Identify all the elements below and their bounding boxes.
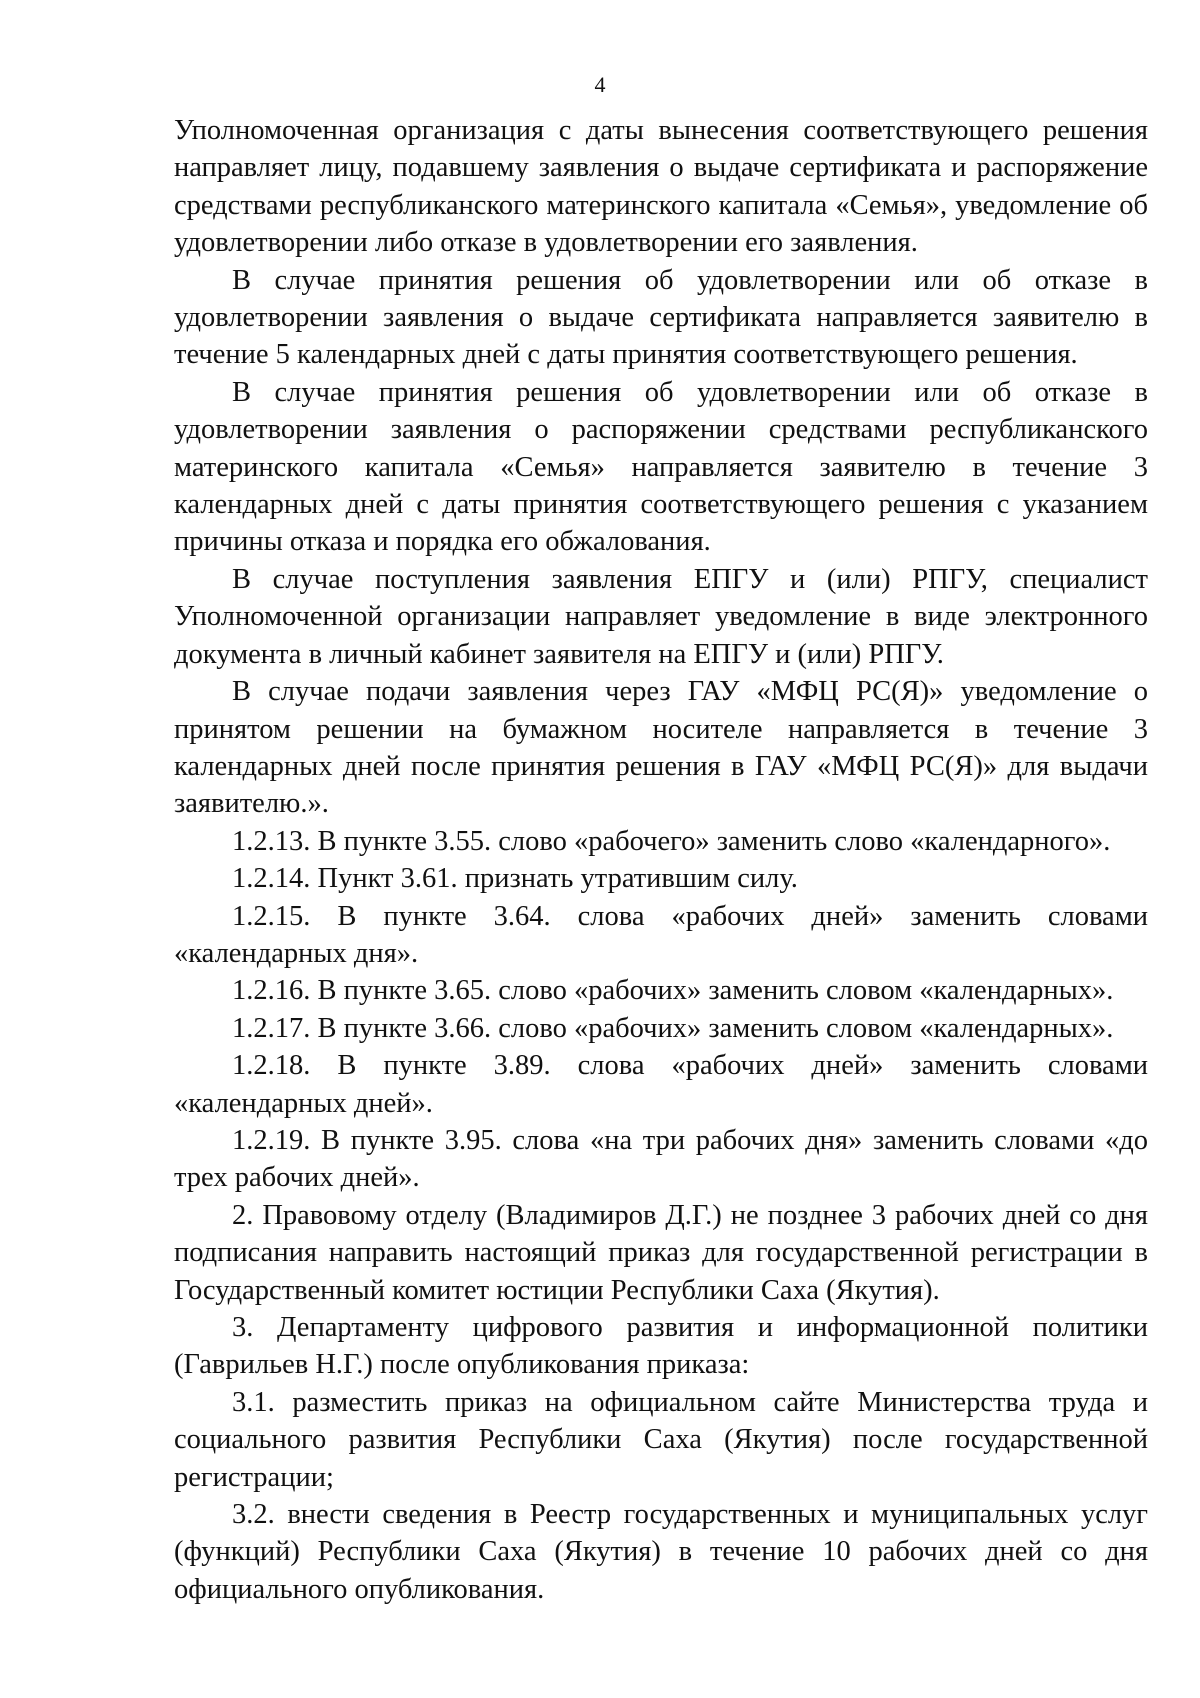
paragraph: 1.2.13. В пункте 3.55. слово «рабочего» заменить слово «календарного». <box>232 825 1111 857</box>
paragraph: 1.2.18. В пункте 3.89. слова «рабочих дней» заменить словами «календарных дней». <box>174 1050 1148 1119</box>
page-number: 4 <box>594 72 606 97</box>
paragraph: 1.2.16. В пункте 3.65. слово «рабочих» заменить словом «календарных». <box>232 975 1114 1007</box>
paragraph: 3.1. разместить приказ на официальном сайте Министерства труда и социального развития Республики Саха (Якутия) после государственной регистрации; <box>174 1386 1148 1493</box>
paragraph: В случае поступления заявления ЕПГУ и (или) РПГУ, специалист Уполномоченной организации направляет уведомление в виде электронного документа в личный кабинет заявителя на ЕПГУ и (или) РПГУ. <box>174 563 1148 670</box>
paragraph: 1.2.17. В пункте 3.66. слово «рабочих» заменить словом «календарных». <box>232 1012 1114 1044</box>
paragraph: 1.2.14. Пункт 3.61. признать утратившим силу. <box>232 863 798 895</box>
paragraph: 2. Правовому отделу (Владимиров Д.Г.) не позднее 3 рабочих дней со дня подписания направить настоящий приказ для государственной регистрации в Государственный комитет юстиции Республики Саха (Якутия). <box>174 1199 1148 1306</box>
document-body <box>174 112 1148 1608</box>
paragraph: 3.2. внести сведения в Реестр государственных и муниципальных услуг (функций) Республики Саха (Якутия) в течение 10 рабочих дней со дня официального опубликования. <box>174 1499 1148 1605</box>
paragraph: Уполномоченная организация с даты вынесения соответствующего решения направляет лицу, подавшему заявления о выдаче сертификата и распоряжение средствами республиканского материнского капитала «Семья», уведомление об удовлетворении либо отказе в удовлетворении его заявления. <box>174 115 1148 259</box>
paragraph: В случае подачи заявления через ГАУ «МФЦ РС(Я)» уведомление о принятом решении на бумажном носителе направляется в течение 3 календарных дней после принятия решения в ГАУ «МФЦ РС(Я)» для выдачи заявителю.». <box>174 676 1148 820</box>
paragraph: В случае принятия решения об удовлетворении или об отказе в удовлетворении заявления о выдаче сертификата направляется заявителю в течение 5 календарных дней с даты принятия соответствующего решения. <box>174 264 1148 371</box>
paragraph: В случае принятия решения об удовлетворении или об отказе в удовлетворении заявления о распоряжении средствами республиканского материнского капитала «Семья» направляется заявителю в течение 3 календарных дней с даты принятия соответствующего решения с указанием причины отказа и порядка его обжалования. <box>174 376 1148 558</box>
paragraph: 1.2.19. В пункте 3.95. слова «на три рабочих дня» заменить словами «до трех рабочих дней». <box>174 1124 1148 1194</box>
paragraph: 3. Департаменту цифрового развития и информационной политики (Гаврильев Н.Г.) после опубликования приказа: <box>174 1312 1148 1381</box>
paragraph: 1.2.15. В пункте 3.64. слова «рабочих дней» заменить словами «календарных дня». <box>174 900 1148 969</box>
